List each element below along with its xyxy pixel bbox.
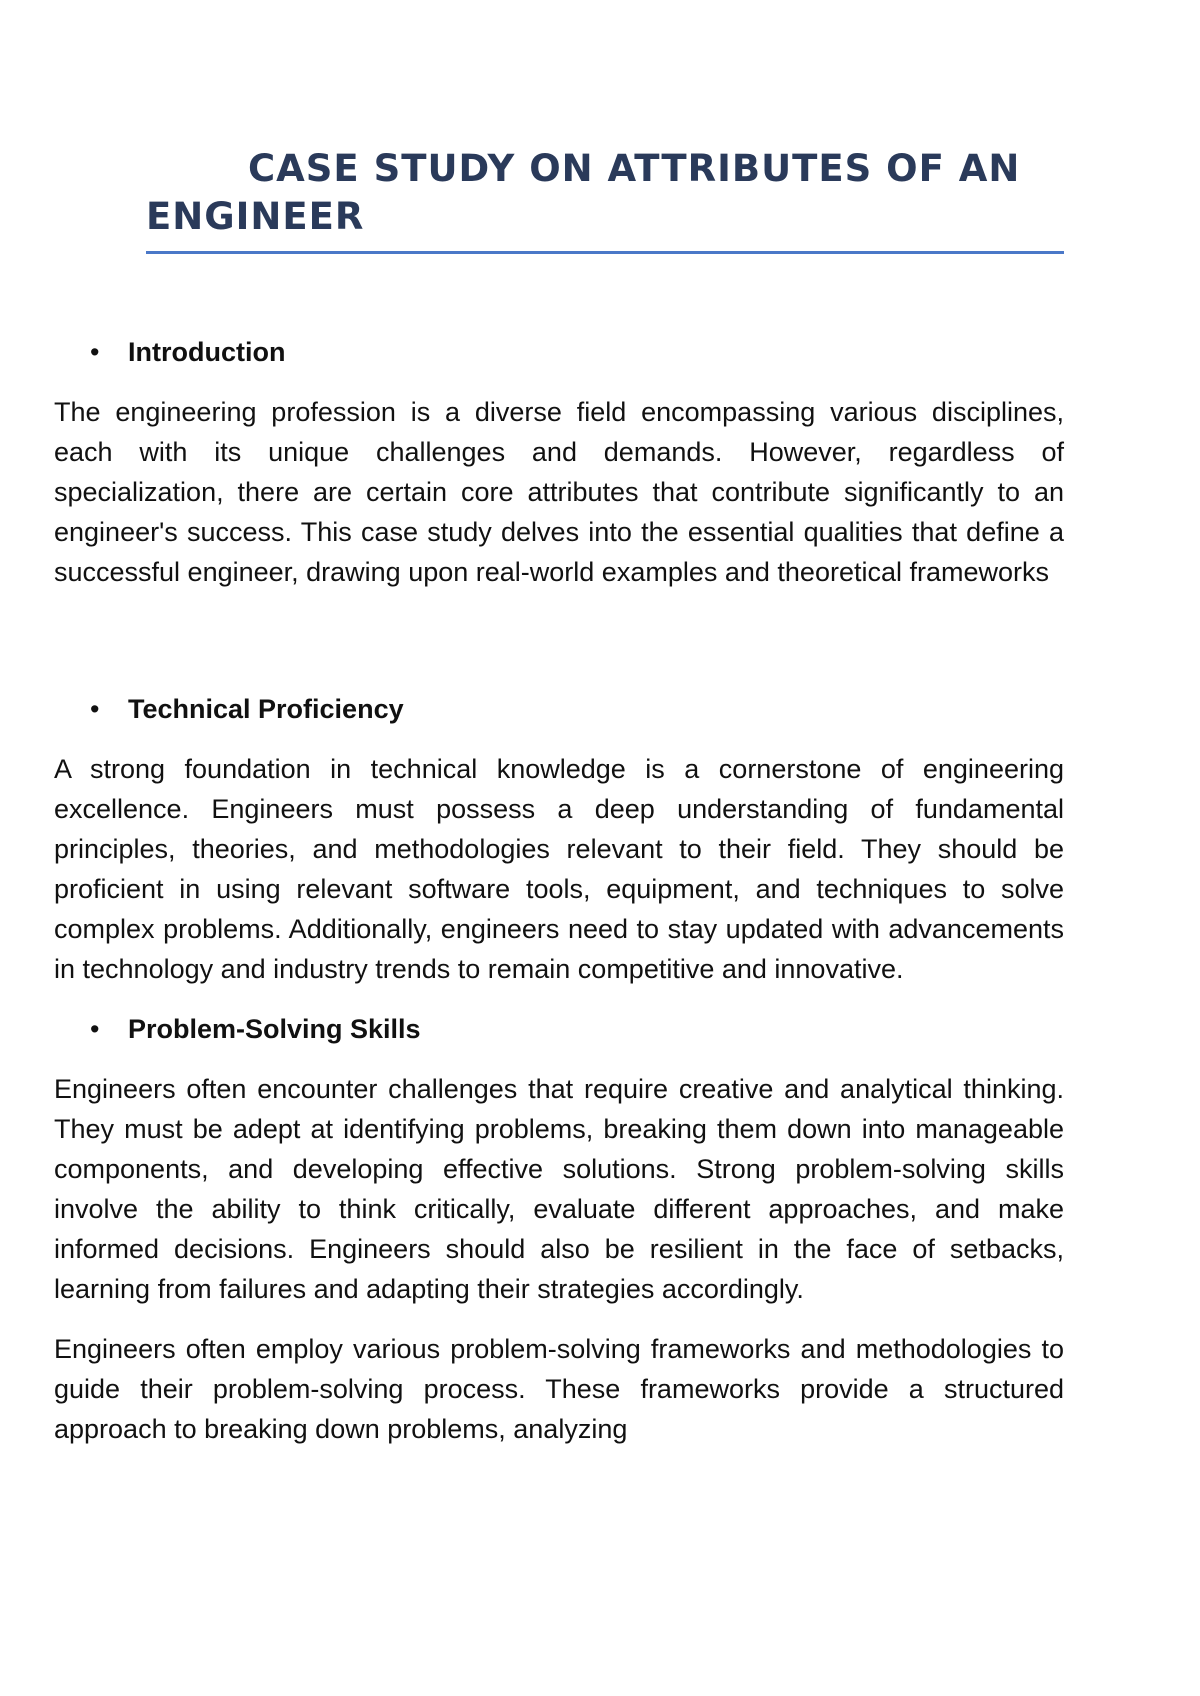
- title-block: [146, 145, 1064, 254]
- section-heading-technical-proficiency: [54, 689, 1064, 729]
- introduction-paragraph: The engineering profession is a diverse field encompassing various disciplines, each with its unique challenges and demands. However, regardless of specialization, there are certain core attributes that contribute significantly to an engineer's success. This case study delves into the essential qualities that define a successful engineer, drawing upon real-world examples and theoretical frameworks: [54, 397, 1064, 587]
- problem-solving-paragraph-2: Engineers often employ various problem-solving frameworks and methodologies to guide their problem-solving process. These frameworks provide a structured approach to breaking down problems, analyzing: [54, 1334, 1064, 1444]
- document-body: [54, 332, 1064, 1449]
- bullet-icon: •: [90, 337, 100, 367]
- bullet-icon: •: [90, 694, 100, 724]
- section-heading-problem-solving: [54, 1009, 1064, 1049]
- section-heading-introduction: [54, 332, 1064, 372]
- technical-proficiency-paragraph: A strong foundation in technical knowledge is a cornerstone of engineering excellence. Engineers must possess a deep understanding of fundamental principles, theories, and methodologies relevant to their field. They should be proficient in using relevant software tools, equipment, and techniques to solve complex problems. Additionally, engineers need to stay updated with advancements in technology and industry trends to remain competitive and innovative.: [54, 754, 1064, 984]
- document-title: CASE STUDY ON ATTRIBUTES OF AN ENGINEER: [146, 147, 1021, 238]
- section-heading-text: Technical Proficiency: [128, 694, 404, 724]
- section-heading-text: Introduction: [128, 337, 286, 367]
- section-heading-text: Problem-Solving Skills: [128, 1014, 421, 1044]
- bullet-icon: •: [90, 1014, 100, 1044]
- problem-solving-paragraph-1: Engineers often encounter challenges that require creative and analytical thinking. They must be adept at identifying problems, breaking them down into manageable components, and developing effective solutions. Strong problem-solving skills involve the ability to think critically, evaluate different approaches, and make informed decisions. Engineers should also be resilient in the face of setbacks, learning from failures and adapting their strategies accordingly.: [54, 1074, 1064, 1304]
